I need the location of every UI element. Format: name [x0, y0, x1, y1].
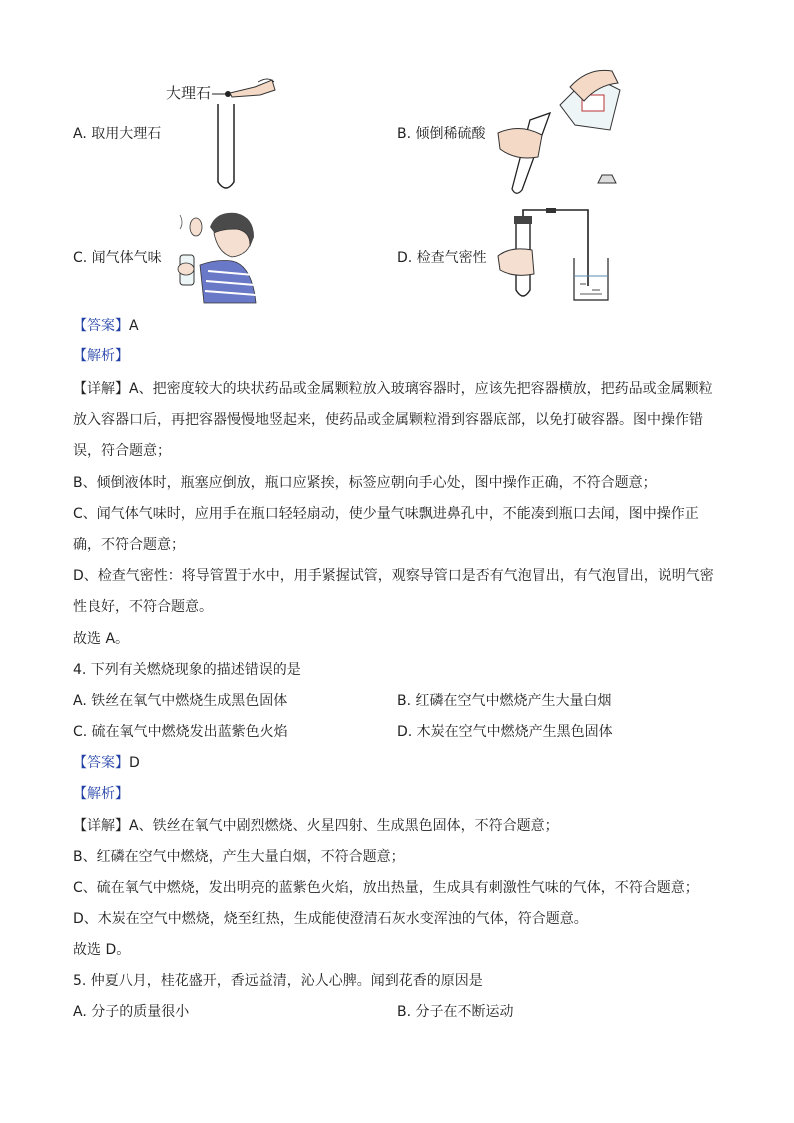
- figure-c-smelling-gas: [170, 205, 265, 305]
- answer-tag: 【答案】: [73, 318, 129, 334]
- q3-option-b: B. 倾倒稀硫酸: [397, 126, 486, 142]
- q4-analysis-tag: 【解析】: [73, 786, 129, 802]
- q4-answer: [73, 753, 140, 773]
- q3-option-d: D. 检查气密性: [397, 250, 487, 266]
- marble-label: 大理石: [166, 85, 212, 102]
- q4-option-b: B. 红磷在空气中燃烧产生大量白烟: [397, 693, 612, 709]
- q3-option-c: C. 闻气体气味: [73, 250, 162, 266]
- q4-line-0: 【详解】A、铁丝在氧气中剧烈燃烧、火星四射、生成黑色固体，不符合题意；: [73, 818, 559, 834]
- figure-b-pouring-acid: [480, 65, 640, 200]
- q4-option-c: C. 硫在氧气中燃烧发出蓝紫色火焰: [73, 724, 288, 740]
- q3-line-8: 故选 A。: [73, 631, 130, 647]
- figure-d-airtightness: [490, 208, 620, 308]
- q5-option-b: B. 分子在不断运动: [397, 1004, 514, 1020]
- q3-line-6: D、检查气密性：将导管置于水中，用手紧握试管，观察导管口是否有气泡冒出，有气泡冒出，说明气密: [73, 568, 714, 584]
- q4-line-4: 故选 D。: [73, 942, 131, 958]
- q3-line-2: 误，符合题意；: [73, 443, 171, 459]
- answer-tag: 【答案】: [73, 755, 129, 771]
- q4-line-1: B、红磷在空气中燃烧，产生大量白烟，不符合题意；: [73, 849, 405, 865]
- q3-line-0: 【详解】A、把密度较大的块状药品或金属颗粒放入玻璃容器时，应该先把容器横放，把药品或金属颗粒: [73, 381, 713, 397]
- q3-line-5: 确，不符合题意；: [73, 537, 185, 553]
- answer-value: D: [129, 755, 140, 771]
- q3-line-3: B、倾倒液体时，瓶塞应倒放，瓶口应紧挨，标签应朝向手心处，图中操作正确，不符合题意；: [73, 475, 657, 491]
- q4-option-d: D. 木炭在空气中燃烧产生黑色固体: [397, 724, 613, 740]
- q3-answer: [73, 316, 139, 336]
- q4-stem: 4. 下列有关燃烧现象的描述错误的是: [73, 662, 301, 678]
- q5-option-a: A. 分子的质量很小: [73, 1004, 190, 1020]
- q3-line-7: 性良好，不符合题意。: [73, 599, 213, 615]
- q3-analysis-tag: 【解析】: [73, 348, 129, 364]
- q3-line-4: C、闻气体气味时，应用手在瓶口轻轻扇动，使少量气味飘进鼻孔中，不能凑到瓶口去闻，图中操作正: [73, 506, 699, 522]
- q3-option-a: A. 取用大理石: [73, 126, 162, 142]
- q4-line-3: D、木炭在空气中燃烧，烧至红热，生成能使澄清石灰水变浑浊的气体，符合题意。: [73, 911, 588, 927]
- q4-line-2: C、硫在氧气中燃烧，发出明亮的蓝紫色火焰，放出热量，生成具有刺激性气味的气体，不符合题意；: [73, 880, 699, 896]
- answer-value: A: [129, 318, 139, 334]
- q4-option-a: A. 铁丝在氧气中燃烧生成黑色固体: [73, 693, 288, 709]
- figure-a-marble-test-tube: [160, 70, 280, 195]
- q5-stem: 5. 仲夏八月，桂花盛开，香远益清，沁人心脾。闻到花香的原因是: [73, 973, 483, 989]
- q3-line-1: 放入容器口后，再把容器慢慢地竖起来，使药品或金属颗粒滑到容器底部，以免打破容器。图中操作错: [73, 412, 703, 428]
